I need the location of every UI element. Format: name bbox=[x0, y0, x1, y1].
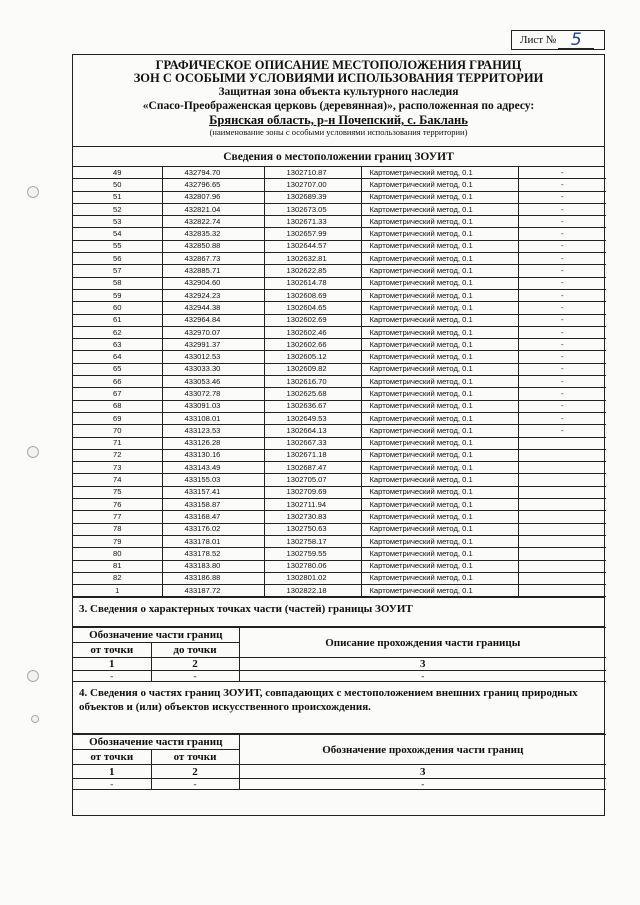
point-number: 61 bbox=[73, 314, 162, 326]
table-row bbox=[73, 339, 606, 351]
point-x: 433178.01 bbox=[162, 535, 264, 547]
point-x: 432991.37 bbox=[162, 339, 264, 351]
point-description: - bbox=[518, 351, 606, 363]
table-row bbox=[73, 449, 606, 461]
point-method: Картометрический метод, 0.1 bbox=[361, 363, 518, 375]
point-y: 1302822.18 bbox=[264, 585, 361, 597]
section4-dash: - bbox=[73, 779, 151, 790]
point-method: Картометрический метод, 0.1 bbox=[361, 388, 518, 400]
point-y: 1302687.47 bbox=[264, 462, 361, 474]
table-row bbox=[73, 388, 606, 400]
point-description: - bbox=[518, 400, 606, 412]
point-number: 64 bbox=[73, 351, 162, 363]
point-method: Картометрический метод, 0.1 bbox=[361, 289, 518, 301]
point-x: 433168.47 bbox=[162, 511, 264, 523]
points-table bbox=[73, 167, 606, 597]
sheet-number: 5 bbox=[558, 32, 594, 49]
table-row bbox=[73, 363, 606, 375]
point-method: Картометрический метод, 0.1 bbox=[361, 585, 518, 597]
point-y: 1302602.66 bbox=[264, 339, 361, 351]
point-x: 432794.70 bbox=[162, 167, 264, 179]
point-description bbox=[518, 449, 606, 461]
document-frame bbox=[72, 54, 605, 816]
table-row bbox=[73, 400, 606, 412]
point-x: 432867.73 bbox=[162, 253, 264, 265]
point-description: - bbox=[518, 376, 606, 388]
point-y: 1302671.33 bbox=[264, 216, 361, 228]
point-y: 1302649.53 bbox=[264, 412, 361, 424]
point-description bbox=[518, 486, 606, 498]
point-x: 432835.32 bbox=[162, 228, 264, 240]
point-description: - bbox=[518, 314, 606, 326]
punch-hole bbox=[27, 186, 39, 198]
section3-dash: - bbox=[239, 671, 606, 682]
point-x: 432822.74 bbox=[162, 216, 264, 228]
point-description: - bbox=[518, 216, 606, 228]
table-row bbox=[73, 499, 606, 511]
point-number: 1 bbox=[73, 585, 162, 597]
point-method: Картометрический метод, 0.1 bbox=[361, 253, 518, 265]
point-method: Картометрический метод, 0.1 bbox=[361, 228, 518, 240]
point-number: 52 bbox=[73, 203, 162, 215]
point-number: 49 bbox=[73, 167, 162, 179]
point-description: - bbox=[518, 265, 606, 277]
point-number: 72 bbox=[73, 449, 162, 461]
sheet-number-box bbox=[511, 30, 605, 50]
table-row bbox=[73, 326, 606, 338]
points-table-body bbox=[73, 167, 606, 597]
point-number: 62 bbox=[73, 326, 162, 338]
point-x: 433123.53 bbox=[162, 425, 264, 437]
table-row bbox=[73, 179, 606, 191]
point-method: Картометрический метод, 0.1 bbox=[361, 412, 518, 424]
point-y: 1302671.18 bbox=[264, 449, 361, 461]
point-x: 433130.16 bbox=[162, 449, 264, 461]
point-number: 58 bbox=[73, 277, 162, 289]
section4-desc-header: Обозначение прохождения части границ bbox=[239, 735, 606, 765]
point-method: Картометрический метод, 0.1 bbox=[361, 572, 518, 584]
section3-to-header: до точки bbox=[151, 643, 239, 658]
point-number: 54 bbox=[73, 228, 162, 240]
point-y: 1302622.85 bbox=[264, 265, 361, 277]
point-method: Картометрический метод, 0.1 bbox=[361, 277, 518, 289]
section4-group-header: Обозначение части границ bbox=[73, 735, 239, 750]
point-y: 1302602.46 bbox=[264, 326, 361, 338]
section4-col1: 1 bbox=[73, 765, 151, 779]
table-row bbox=[73, 228, 606, 240]
point-number: 63 bbox=[73, 339, 162, 351]
point-description bbox=[518, 535, 606, 547]
point-x: 432821.04 bbox=[162, 203, 264, 215]
table-row bbox=[73, 253, 606, 265]
point-method: Картометрический метод, 0.1 bbox=[361, 437, 518, 449]
point-y: 1302710.87 bbox=[264, 167, 361, 179]
point-description bbox=[518, 499, 606, 511]
table-row bbox=[73, 203, 606, 215]
point-method: Картометрический метод, 0.1 bbox=[361, 499, 518, 511]
point-number: 69 bbox=[73, 412, 162, 424]
point-method: Картометрический метод, 0.1 bbox=[361, 265, 518, 277]
point-x: 433033.30 bbox=[162, 363, 264, 375]
point-x: 433091.03 bbox=[162, 400, 264, 412]
point-number: 50 bbox=[73, 179, 162, 191]
point-y: 1302759.55 bbox=[264, 548, 361, 560]
section3-col3: 3 bbox=[239, 658, 606, 671]
point-number: 74 bbox=[73, 474, 162, 486]
point-y: 1302625.68 bbox=[264, 388, 361, 400]
point-description bbox=[518, 474, 606, 486]
point-y: 1302614.78 bbox=[264, 277, 361, 289]
point-description: - bbox=[518, 203, 606, 215]
point-method: Картометрический метод, 0.1 bbox=[361, 560, 518, 572]
point-method: Картометрический метод, 0.1 bbox=[361, 302, 518, 314]
point-y: 1302609.82 bbox=[264, 363, 361, 375]
point-description bbox=[518, 437, 606, 449]
point-method: Картометрический метод, 0.1 bbox=[361, 548, 518, 560]
header-object-name: «Спасо-Преображенская церковь (деревянная)», расположенная по адресу: bbox=[142, 100, 535, 112]
table-row bbox=[73, 585, 606, 597]
point-number: 68 bbox=[73, 400, 162, 412]
section4-from-header: от точки bbox=[73, 750, 151, 765]
point-y: 1302689.39 bbox=[264, 191, 361, 203]
punch-hole bbox=[27, 446, 39, 458]
point-y: 1302750.63 bbox=[264, 523, 361, 535]
point-x: 433186.88 bbox=[162, 572, 264, 584]
point-number: 80 bbox=[73, 548, 162, 560]
point-y: 1302605.12 bbox=[264, 351, 361, 363]
section4-col3: 3 bbox=[239, 765, 606, 779]
table-row bbox=[73, 289, 606, 301]
point-method: Картометрический метод, 0.1 bbox=[361, 462, 518, 474]
table-row bbox=[73, 474, 606, 486]
document-header bbox=[73, 55, 604, 147]
point-x: 432970.07 bbox=[162, 326, 264, 338]
table-row bbox=[73, 572, 606, 584]
section4-to-header: от точки bbox=[151, 750, 239, 765]
section4-table bbox=[73, 734, 606, 790]
point-y: 1302709.69 bbox=[264, 486, 361, 498]
sheet-label: Лист № bbox=[520, 34, 557, 46]
section3-gap bbox=[73, 620, 604, 627]
point-x: 433178.52 bbox=[162, 548, 264, 560]
header-title-line1: ГРАФИЧЕСКОЕ ОПИСАНИЕ МЕСТОПОЛОЖЕНИЯ ГРАНИЦ bbox=[155, 58, 522, 72]
section3-dash: - bbox=[151, 671, 239, 682]
point-description: - bbox=[518, 253, 606, 265]
point-number: 51 bbox=[73, 191, 162, 203]
section4-col2: 2 bbox=[151, 765, 239, 779]
point-x: 432904.60 bbox=[162, 277, 264, 289]
section3-col2: 2 bbox=[151, 658, 239, 671]
punch-hole bbox=[27, 670, 39, 682]
point-method: Картометрический метод, 0.1 bbox=[361, 179, 518, 191]
point-number: 76 bbox=[73, 499, 162, 511]
point-y: 1302657.99 bbox=[264, 228, 361, 240]
point-description: - bbox=[518, 240, 606, 252]
point-x: 433183.80 bbox=[162, 560, 264, 572]
table-row bbox=[73, 265, 606, 277]
point-number: 71 bbox=[73, 437, 162, 449]
point-x: 433158.87 bbox=[162, 499, 264, 511]
point-description bbox=[518, 585, 606, 597]
point-method: Картометрический метод, 0.1 bbox=[361, 203, 518, 215]
point-x: 433126.28 bbox=[162, 437, 264, 449]
point-method: Картометрический метод, 0.1 bbox=[361, 326, 518, 338]
point-x: 432850.88 bbox=[162, 240, 264, 252]
point-method: Картометрический метод, 0.1 bbox=[361, 191, 518, 203]
section4-dash: - bbox=[151, 779, 239, 790]
section4-gap bbox=[73, 722, 604, 734]
point-y: 1302616.70 bbox=[264, 376, 361, 388]
table-row bbox=[73, 277, 606, 289]
point-y: 1302780.06 bbox=[264, 560, 361, 572]
point-x: 433012.53 bbox=[162, 351, 264, 363]
point-y: 1302705.07 bbox=[264, 474, 361, 486]
section4-title: 4. Сведения о частях границ ЗОУИТ, совпадающих с местоположением внешних границ природных объектов и (или) объектов искусственного происхождения. bbox=[79, 687, 578, 714]
point-method: Картометрический метод, 0.1 bbox=[361, 523, 518, 535]
table-row bbox=[73, 535, 606, 547]
point-description: - bbox=[518, 191, 606, 203]
section3-col1: 1 bbox=[73, 658, 151, 671]
point-description: - bbox=[518, 289, 606, 301]
point-description: - bbox=[518, 326, 606, 338]
point-number: 78 bbox=[73, 523, 162, 535]
point-y: 1302801.02 bbox=[264, 572, 361, 584]
point-method: Картометрический метод, 0.1 bbox=[361, 474, 518, 486]
point-method: Картометрический метод, 0.1 bbox=[361, 314, 518, 326]
point-x: 433176.02 bbox=[162, 523, 264, 535]
point-y: 1302707.00 bbox=[264, 179, 361, 191]
point-x: 432924.23 bbox=[162, 289, 264, 301]
section3-title: 3. Сведения о характерных точках части (частей) границы ЗОУИТ bbox=[73, 597, 604, 620]
point-number: 60 bbox=[73, 302, 162, 314]
header-title-line2: ЗОН С ОСОБЫМИ УСЛОВИЯМИ ИСПОЛЬЗОВАНИЯ ТЕРРИТОРИИ bbox=[133, 71, 544, 85]
point-x: 433143.49 bbox=[162, 462, 264, 474]
section-title: Сведения о местоположении границ ЗОУИТ bbox=[73, 147, 604, 167]
table-row bbox=[73, 191, 606, 203]
point-method: Картометрический метод, 0.1 bbox=[361, 449, 518, 461]
point-description: - bbox=[518, 167, 606, 179]
point-method: Картометрический метод, 0.1 bbox=[361, 486, 518, 498]
section4-dash: - bbox=[239, 779, 606, 790]
table-row bbox=[73, 548, 606, 560]
point-number: 55 bbox=[73, 240, 162, 252]
point-method: Картометрический метод, 0.1 bbox=[361, 376, 518, 388]
point-x: 432944.38 bbox=[162, 302, 264, 314]
point-description: - bbox=[518, 179, 606, 191]
point-method: Картометрический метод, 0.1 bbox=[361, 240, 518, 252]
point-y: 1302711.94 bbox=[264, 499, 361, 511]
section3-from-header: от точки bbox=[73, 643, 151, 658]
point-x: 432964.84 bbox=[162, 314, 264, 326]
table-row bbox=[73, 462, 606, 474]
point-number: 75 bbox=[73, 486, 162, 498]
table-row bbox=[73, 511, 606, 523]
section3-desc-header: Описание прохождения части границы bbox=[239, 628, 606, 658]
table-row bbox=[73, 412, 606, 424]
point-method: Картометрический метод, 0.1 bbox=[361, 535, 518, 547]
table-row bbox=[73, 240, 606, 252]
point-description bbox=[518, 511, 606, 523]
point-x: 432807.96 bbox=[162, 191, 264, 203]
point-description bbox=[518, 523, 606, 535]
point-y: 1302644.57 bbox=[264, 240, 361, 252]
header-address: Брянская область, р-н Почепский, с. Баклань bbox=[209, 113, 468, 127]
point-number: 56 bbox=[73, 253, 162, 265]
point-y: 1302673.05 bbox=[264, 203, 361, 215]
point-y: 1302667.33 bbox=[264, 437, 361, 449]
point-number: 67 bbox=[73, 388, 162, 400]
table-row bbox=[73, 376, 606, 388]
point-number: 79 bbox=[73, 535, 162, 547]
point-x: 433108.01 bbox=[162, 412, 264, 424]
point-number: 81 bbox=[73, 560, 162, 572]
table-row bbox=[73, 560, 606, 572]
point-description: - bbox=[518, 388, 606, 400]
point-x: 432885.71 bbox=[162, 265, 264, 277]
point-number: 77 bbox=[73, 511, 162, 523]
point-description bbox=[518, 572, 606, 584]
point-number: 57 bbox=[73, 265, 162, 277]
point-method: Картометрический метод, 0.1 bbox=[361, 351, 518, 363]
point-method: Картометрический метод, 0.1 bbox=[361, 425, 518, 437]
point-description bbox=[518, 462, 606, 474]
punch-hole bbox=[31, 715, 39, 723]
point-y: 1302604.65 bbox=[264, 302, 361, 314]
table-row bbox=[73, 437, 606, 449]
point-description bbox=[518, 560, 606, 572]
point-y: 1302664.13 bbox=[264, 425, 361, 437]
point-x: 433155.03 bbox=[162, 474, 264, 486]
point-y: 1302730.83 bbox=[264, 511, 361, 523]
point-y: 1302758.17 bbox=[264, 535, 361, 547]
point-method: Картометрический метод, 0.1 bbox=[361, 511, 518, 523]
table-row bbox=[73, 314, 606, 326]
table-row bbox=[73, 167, 606, 179]
point-number: 53 bbox=[73, 216, 162, 228]
point-number: 66 bbox=[73, 376, 162, 388]
point-method: Картометрический метод, 0.1 bbox=[361, 339, 518, 351]
point-number: 70 bbox=[73, 425, 162, 437]
point-number: 82 bbox=[73, 572, 162, 584]
section3-dash: - bbox=[73, 671, 151, 682]
point-y: 1302608.69 bbox=[264, 289, 361, 301]
table-row bbox=[73, 425, 606, 437]
point-description: - bbox=[518, 302, 606, 314]
point-description: - bbox=[518, 412, 606, 424]
point-x: 433072.78 bbox=[162, 388, 264, 400]
point-method: Картометрический метод, 0.1 bbox=[361, 216, 518, 228]
header-zone-type: Защитная зона объекта культурного наследия bbox=[218, 86, 459, 98]
table-row bbox=[73, 486, 606, 498]
section3-table bbox=[73, 627, 606, 682]
point-x: 432796.65 bbox=[162, 179, 264, 191]
point-x: 433187.72 bbox=[162, 585, 264, 597]
point-description: - bbox=[518, 363, 606, 375]
point-y: 1302632.81 bbox=[264, 253, 361, 265]
point-x: 433053.46 bbox=[162, 376, 264, 388]
point-description: - bbox=[518, 277, 606, 289]
table-row bbox=[73, 523, 606, 535]
point-description: - bbox=[518, 228, 606, 240]
table-row bbox=[73, 216, 606, 228]
point-number: 59 bbox=[73, 289, 162, 301]
section3-group-header: Обозначение части границ bbox=[73, 628, 239, 643]
point-method: Картометрический метод, 0.1 bbox=[361, 400, 518, 412]
point-number: 65 bbox=[73, 363, 162, 375]
point-y: 1302636.67 bbox=[264, 400, 361, 412]
point-x: 433157.41 bbox=[162, 486, 264, 498]
point-description: - bbox=[518, 425, 606, 437]
point-number: 73 bbox=[73, 462, 162, 474]
point-description: - bbox=[518, 339, 606, 351]
point-description bbox=[518, 548, 606, 560]
point-method: Картометрический метод, 0.1 bbox=[361, 167, 518, 179]
point-y: 1302602.69 bbox=[264, 314, 361, 326]
header-note: (наименование зоны с особыми условиями использования территории) bbox=[209, 127, 468, 137]
table-row bbox=[73, 302, 606, 314]
table-row bbox=[73, 351, 606, 363]
